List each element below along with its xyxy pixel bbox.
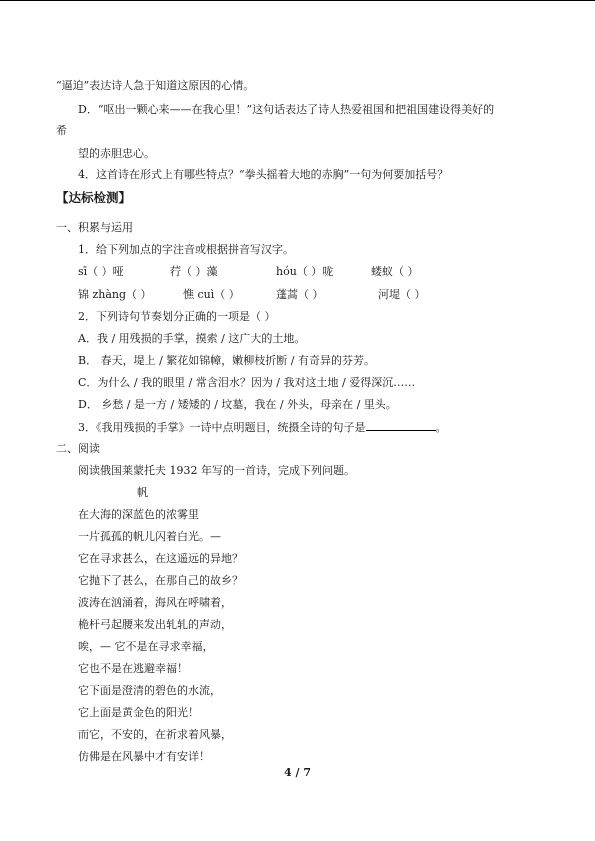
poem-line: 在大海的深蓝色的浓雾里 bbox=[78, 508, 199, 521]
pinyin-item: 锦 zhàng（ ） bbox=[78, 288, 152, 301]
poem-line: 而它，不安的，在祈求着风暴， bbox=[78, 728, 232, 741]
subsection-title: 一、积累与运用 bbox=[56, 221, 133, 234]
pinyin-item: 蝼蚁（ ） bbox=[371, 265, 419, 278]
pinyin-item: hóu（ ）咙 bbox=[276, 265, 334, 278]
poem-line: 它在寻求甚么，在这遥远的异地？ bbox=[78, 552, 243, 565]
question-1: 1．给下列加点的字注音或根据拼音写汉字。 bbox=[78, 243, 294, 256]
question-3-end: 。 bbox=[435, 421, 447, 434]
pinyin-item: 河堤（ ） bbox=[378, 288, 426, 301]
question-4: 4．这首诗在形式上有哪些特点？“拳头摇着大地的赤胸”一句为何要加括号？ bbox=[78, 168, 449, 181]
question-2: 2．下列诗句节奏划分正确的一项是（ ） bbox=[78, 310, 276, 323]
pinyin-item: 憔 cuì（ ） bbox=[183, 288, 240, 301]
pinyin-item: 蓬蒿（ ） bbox=[276, 288, 324, 301]
top-rule bbox=[0, 0, 595, 1]
poem-line: 一片孤孤的帆儿闪着白光。— bbox=[78, 530, 221, 543]
text-line: “逼迫”表达诗人急于知道这原因的心情。 bbox=[56, 79, 255, 92]
option-d: D． 乡愁 / 是一方 / 矮矮的 / 坟墓，我在 / 外头，母亲在 / 里头。 bbox=[78, 398, 397, 411]
poem-line: 它也不是在逃避幸福！ bbox=[78, 662, 188, 675]
text-line: 希 bbox=[56, 124, 67, 137]
pinyin-item: 荇（ ）藻 bbox=[170, 265, 218, 278]
section-heading: 【达标检测】 bbox=[56, 190, 132, 205]
option-c: C．为什么 / 我的眼里 / 常含泪水？因为 / 我对这土地 / 爱得深沉…… bbox=[78, 376, 416, 389]
reading-intro: 阅读俄国莱蒙托夫 1932 年写的一首诗，完成下列问题。 bbox=[78, 464, 355, 477]
text-line: 望的赤胆忠心。 bbox=[78, 147, 155, 160]
pinyin-item: sī（ ）哑 bbox=[78, 265, 124, 278]
poem-line: 唉，— 它不是在寻求幸福， bbox=[78, 640, 214, 653]
poem-line: 波涛在汹涌着，海风在呼啸着， bbox=[78, 596, 232, 609]
poem-line: 桅杆弓起腰来发出轧轧的声动， bbox=[78, 618, 232, 631]
poem-title: 帆 bbox=[137, 486, 148, 499]
option-a: A．我 / 用残损的手掌，摸索 / 这广大的土地。 bbox=[78, 332, 306, 345]
subsection-title: 二、阅读 bbox=[56, 442, 100, 455]
poem-line: 仿佛是在风暴中才有安详！ bbox=[78, 750, 210, 763]
page-number: 4 / 7 bbox=[284, 766, 311, 779]
option-d-line: D．“呕出一颗心来——在我心里！”这句话表达了诗人热爱祖国和把祖国建设得美好的 bbox=[78, 103, 495, 116]
option-b: B． 春天，堤上 / 繁花如锦幛，嫩柳枝折断 / 有奇异的芬芳。 bbox=[78, 354, 375, 367]
answer-blank bbox=[366, 420, 436, 431]
question-3-text: 3．《我用残损的手掌》一诗中点明题目，统摄全诗的句子是 bbox=[78, 421, 366, 434]
question-3 bbox=[78, 420, 447, 435]
poem-line: 它下面是澄清的碧色的水流， bbox=[78, 684, 221, 697]
poem-line: 它上面是黄金色的阳光！ bbox=[78, 706, 199, 719]
poem-line: 它抛下了甚么，在那自己的故乡？ bbox=[78, 574, 243, 587]
